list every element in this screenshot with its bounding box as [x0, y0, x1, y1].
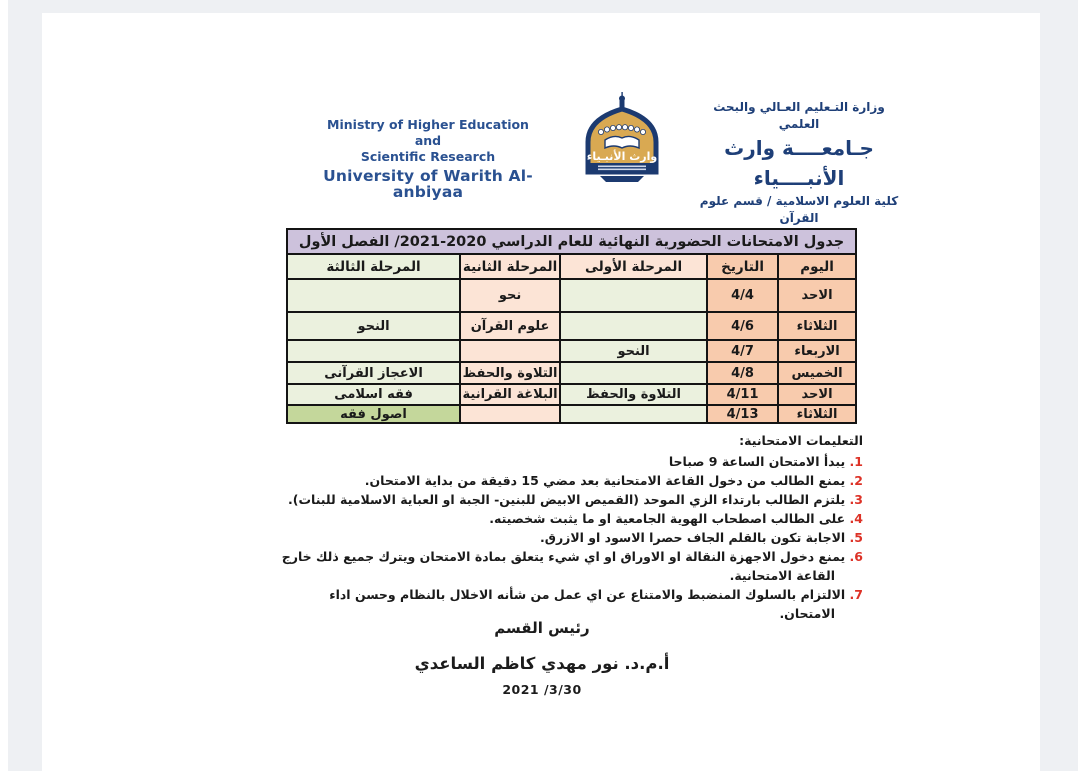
university-name-english: University of Warith Al- anbiyaa	[323, 167, 533, 201]
instruction-number: 3.	[849, 492, 863, 507]
instruction-text: يبدأ الامتحان الساعة 9 صباحا	[668, 454, 846, 469]
cell-stage3	[287, 279, 460, 312]
instruction-item	[277, 509, 863, 528]
university-emblem-icon	[578, 92, 666, 186]
col-header-day: اليوم	[778, 254, 856, 279]
col-header-stage1: المرحلة الأولى	[560, 254, 707, 279]
instruction-number: 2.	[849, 473, 863, 488]
university-name-arabic: جـامعــــة وارث الأنبــــياء	[724, 136, 874, 190]
cell-stage2: البلاغة القرانية	[460, 384, 560, 405]
instruction-item	[277, 490, 863, 509]
ministry-line-arabic: وزارة التـعليم العـالي والبحث العلمي	[713, 100, 885, 131]
instruction-number: 6.	[849, 549, 863, 564]
cell-date: 4/4	[707, 279, 778, 312]
table-row	[287, 405, 856, 423]
instruction-number: 1.	[849, 454, 863, 469]
instruction-text: الالتزام بالسلوك المنضبط والامتناع عن اي عمل من شأنه الاخلال بالنظام وحسن اداء الامتحان.	[329, 587, 846, 621]
instruction-item	[277, 528, 863, 547]
cell-date: 4/7	[707, 340, 778, 362]
table-row	[287, 384, 856, 405]
cell-day: الاحد	[778, 384, 856, 405]
instruction-item	[277, 452, 863, 471]
table-title: جدول الامتحانات الحضورية النهائية للعام الدراسي 2020-2021/ الفصل الأول	[287, 229, 856, 254]
cell-date: 4/8	[707, 362, 778, 384]
cell-stage1	[560, 362, 707, 384]
col-header-stage2: المرحلة الثانية	[460, 254, 560, 279]
signature-date: 2021 /3/30	[502, 682, 582, 697]
ministry-line-2: Scientific Research	[360, 149, 496, 164]
instruction-item	[277, 471, 863, 490]
signature-title: رئيس القسم	[494, 619, 590, 637]
cell-stage2: التلاوة والحفظ	[460, 362, 560, 384]
instruction-number: 4.	[849, 511, 863, 526]
cell-stage2	[460, 405, 560, 423]
viewer-edge	[0, 0, 8, 771]
instruction-number: 5.	[849, 530, 863, 545]
cell-day: الثلاثاء	[778, 312, 856, 340]
table-row	[287, 362, 856, 384]
signature-block	[414, 619, 670, 697]
exam-instructions	[277, 431, 863, 623]
instruction-item	[277, 547, 863, 585]
signature-name: أ.م.د. نور مهدي كاظم الساعدي	[414, 654, 670, 673]
exam-schedule-table	[286, 228, 857, 424]
ministry-line-1: Ministry of Higher Education and	[327, 117, 529, 148]
cell-stage1: التلاوة والحفظ	[560, 384, 707, 405]
instruction-text: يمنع الطالب من دخول القاعة الامتحانية بعد مضي 15 دقيقة من بداية الامتحان.	[364, 473, 846, 488]
cell-date: 4/11	[707, 384, 778, 405]
svg-text:وارث الأنبـياء: وارث الأنبـياء	[586, 150, 658, 163]
document-page	[42, 13, 1040, 771]
arabic-letterhead	[692, 99, 906, 227]
cell-stage2: نحو	[460, 279, 560, 312]
cell-stage3: النحو	[287, 312, 460, 340]
table-title-row	[287, 229, 856, 254]
instruction-text: الاجابة تكون بالقلم الجاف حصرا الاسود او الازرق.	[540, 530, 846, 545]
cell-stage1: النحو	[560, 340, 707, 362]
cell-stage1	[560, 405, 707, 423]
cell-day: الاربعاء	[778, 340, 856, 362]
col-header-date: التاريخ	[707, 254, 778, 279]
cell-stage1	[560, 312, 707, 340]
cell-stage1	[560, 279, 707, 312]
cell-stage2: علوم القرآن	[460, 312, 560, 340]
table-row	[287, 312, 856, 340]
cell-stage3: الاعجاز القرآنى	[287, 362, 460, 384]
cell-stage3	[287, 340, 460, 362]
table-header-row	[287, 254, 856, 279]
cell-stage2	[460, 340, 560, 362]
instructions-title: التعليمات الامتحانية:	[739, 433, 863, 448]
cell-date: 4/6	[707, 312, 778, 340]
instruction-text: على الطالب اصطحاب الهوية الجامعية او ما يثبت شخصيته.	[489, 511, 846, 526]
table-row	[287, 340, 856, 362]
col-header-stage3: المرحلة الثالثة	[287, 254, 460, 279]
cell-date: 4/13	[707, 405, 778, 423]
cell-day: الثلاثاء	[778, 405, 856, 423]
instruction-item	[277, 585, 863, 623]
cell-day: الخميس	[778, 362, 856, 384]
instruction-text: يلتزم الطالب بارتداء الزي الموحد (القميص الابيض للبنين- الجبة او العباية الاسلامية للبنات).	[287, 492, 846, 507]
table-row	[287, 279, 856, 312]
cell-day: الاحد	[778, 279, 856, 312]
college-department-line: كلية العلوم الاسلامية / قسم علوم القرآن	[699, 194, 899, 225]
english-letterhead	[312, 117, 544, 200]
instruction-number: 7.	[849, 587, 863, 602]
instruction-text: يمنع دخول الاجهزة النقالة او الاوراق او اي شيء يتعلق بمادة الامتحان ويترك جميع ذلك خارج القاعة الامتحانية.	[281, 549, 846, 583]
cell-stage3: اصول فقه	[287, 405, 460, 423]
cell-stage3: فقه اسلامى	[287, 384, 460, 405]
